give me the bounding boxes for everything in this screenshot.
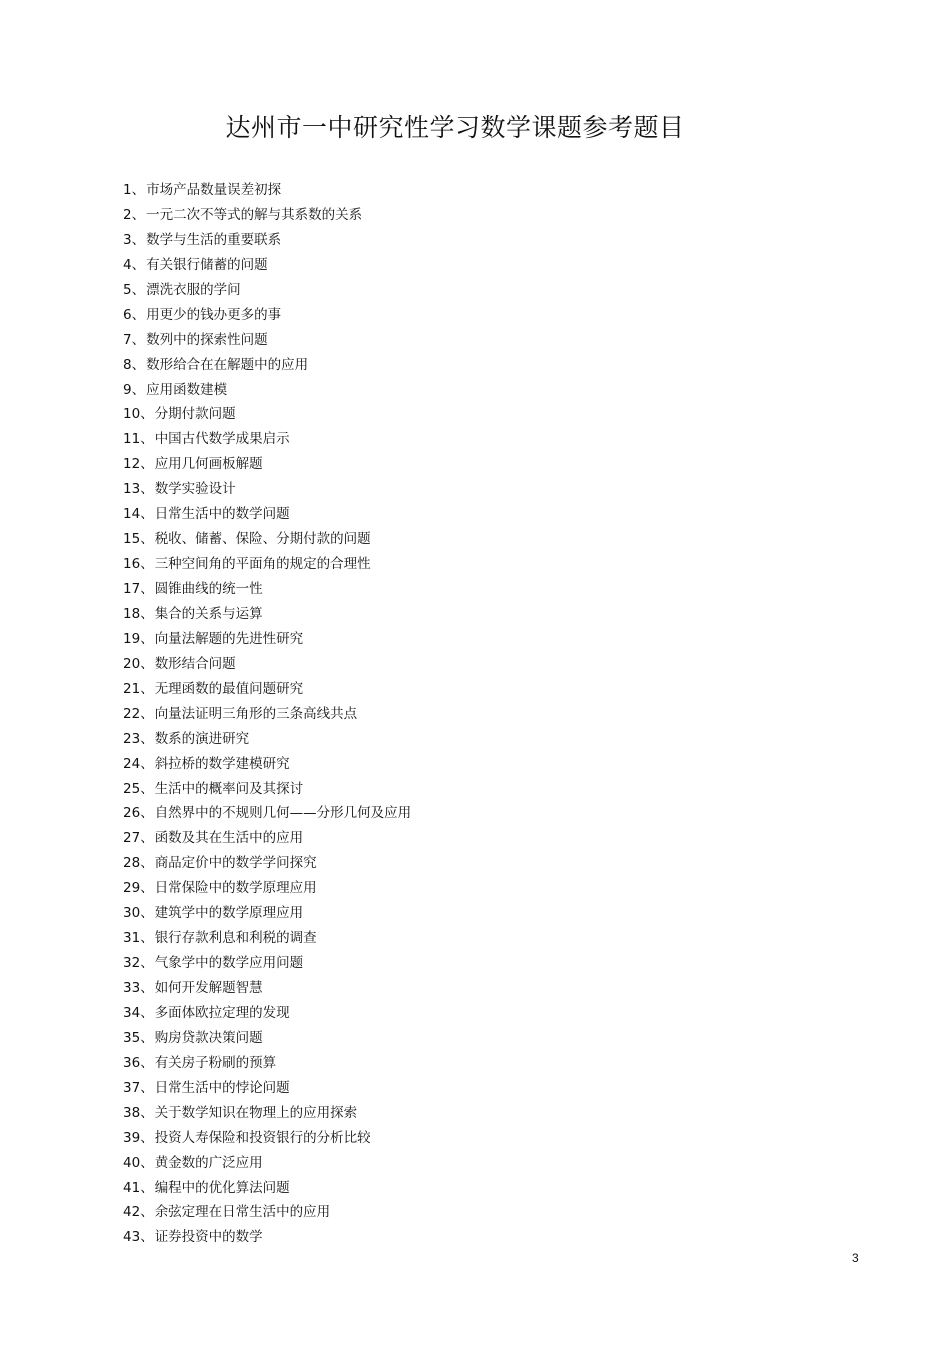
topic-number: 4 [123,256,132,273]
topic-item [123,178,411,203]
topic-title: 分期付款问题 [154,406,236,423]
topic-title: 三种空间角的平面角的规定的合理性 [154,556,371,573]
topic-item [123,477,411,502]
topic-title: 应用函数建模 [146,381,228,398]
topic-title: 数学实验设计 [154,481,236,498]
topic-item [123,951,411,976]
topic-number: 29 [123,880,141,897]
topic-title: 函数及其在生活中的应用 [154,830,304,847]
topic-number: 15 [123,531,141,548]
topic-separator: 、 [131,256,146,273]
topic-item [123,228,411,253]
topic-separator: 、 [140,680,154,697]
topic-title: 商品定价中的数学学问探究 [154,855,317,872]
topic-separator: 、 [140,1179,154,1196]
topic-number: 41 [123,1179,141,1196]
topic-number: 9 [123,381,132,398]
topic-separator: 、 [140,705,154,722]
topic-separator: 、 [140,1104,154,1121]
topic-title: 税收、储蓄、保险、分期付款的问题 [154,531,371,548]
topic-separator: 、 [140,880,154,897]
topic-separator: 、 [140,406,154,423]
topic-list [123,178,411,1250]
topic-number: 34 [123,1004,141,1021]
topic-separator: 、 [140,581,154,597]
topic-title: 购房贷款决策问题 [154,1029,263,1046]
topic-title: 数形结合问题 [154,655,236,672]
topic-separator: 、 [140,1004,154,1021]
topic-title: 投资人寿保险和投资银行的分析比较 [154,1129,371,1146]
topic-number: 42 [123,1204,141,1221]
topic-separator: 、 [140,930,154,947]
topic-number: 17 [123,581,141,597]
topic-title: 银行存款利息和利税的调查 [154,930,317,947]
topic-number: 21 [123,680,141,697]
topic-number: 2 [123,206,132,223]
topic-separator: 、 [140,780,154,797]
topic-number: 1 [123,182,132,198]
topic-separator: 、 [140,905,154,922]
topic-item [123,727,411,752]
topic-number: 11 [123,431,141,448]
topic-number: 27 [123,830,141,847]
topic-number: 28 [123,855,141,872]
topic-item [123,1126,411,1151]
topic-item [123,253,411,278]
topic-item [123,1051,411,1076]
topic-separator: 、 [131,381,146,398]
topic-separator: 、 [140,980,154,996]
topic-title: 关于数学知识在物理上的应用探索 [154,1104,358,1121]
topic-item [123,402,411,427]
topic-number: 31 [123,930,141,947]
topic-item [123,901,411,926]
topic-title: 一元二次不等式的解与其系数的关系 [146,206,363,223]
topic-number: 3 [123,231,132,248]
topic-title: 如何开发解题智慧 [154,980,263,996]
topic-title: 证券投资中的数学 [154,1229,263,1246]
topic-item [123,876,411,901]
topic-title: 日常生活中的悖论问题 [154,1079,290,1096]
topic-item [123,677,411,702]
topic-title: 市场产品数量误差初探 [146,182,282,198]
topic-title: 余弦定理在日常生活中的应用 [154,1204,331,1221]
topic-title: 应用几何画板解题 [154,456,263,473]
topic-item [123,502,411,527]
topic-number: 23 [123,730,141,747]
topic-separator: 、 [131,331,146,348]
topic-number: 12 [123,456,141,473]
topic-number: 19 [123,630,141,647]
topic-item [123,826,411,851]
topic-separator: 、 [140,531,154,548]
topic-item [123,552,411,577]
topic-separator: 、 [140,655,154,672]
topic-separator: 、 [140,755,154,772]
topic-separator: 、 [131,281,146,298]
topic-item [123,926,411,951]
topic-item [123,801,411,826]
topic-title: 日常保险中的数学原理应用 [154,880,317,897]
topic-item [123,1225,411,1250]
topic-separator: 、 [140,1129,154,1146]
topic-separator: 、 [140,605,154,622]
topic-item [123,1026,411,1051]
topic-number: 30 [123,905,141,922]
topic-title: 有关银行储蓄的问题 [146,256,268,273]
topic-number: 43 [123,1229,141,1246]
topic-title: 向量法解题的先进性研究 [154,630,304,647]
topic-number: 18 [123,605,141,622]
topic-separator: 、 [140,805,154,822]
topic-separator: 、 [140,1054,154,1071]
topic-number: 10 [123,406,141,423]
topic-item [123,851,411,876]
topic-separator: 、 [140,431,154,448]
topic-separator: 、 [140,1229,154,1246]
topic-title: 圆锥曲线的统一性 [154,581,263,597]
topic-separator: 、 [140,1079,154,1096]
topic-title: 日常生活中的数学问题 [154,506,290,523]
topic-separator: 、 [140,855,154,872]
topic-number: 5 [123,281,132,298]
topic-title: 斜拉桥的数学建模研究 [154,755,290,772]
topic-item [123,203,411,228]
topic-title: 有关房子粉刷的预算 [154,1054,277,1071]
topic-separator: 、 [140,481,154,498]
topic-number: 40 [123,1154,141,1171]
topic-title: 数列中的探索性问题 [146,331,268,348]
topic-title: 自然界中的不规则几何——分形几何及应用 [154,805,412,822]
topic-item [123,627,411,652]
topic-title: 气象学中的数学应用问题 [154,955,304,972]
topic-item [123,652,411,677]
topic-separator: 、 [140,506,154,523]
topic-title: 集合的关系与运算 [154,605,263,622]
topic-number: 24 [123,755,141,772]
topic-item [123,976,411,1001]
topic-separator: 、 [131,231,146,248]
topic-title: 编程中的优化算法问题 [154,1179,290,1196]
topic-item [123,1101,411,1126]
page-title: 达州市一中研究性学习数学课题参考题目 [225,113,685,142]
topic-number: 36 [123,1054,141,1071]
topic-number: 13 [123,481,141,498]
topic-item [123,1200,411,1225]
topic-number: 7 [123,331,132,348]
topic-title: 建筑学中的数学原理应用 [154,905,304,922]
topic-item [123,752,411,777]
topic-number: 39 [123,1129,141,1146]
topic-separator: 、 [140,1204,154,1221]
topic-item [123,452,411,477]
topic-separator: 、 [140,830,154,847]
topic-number: 20 [123,655,141,672]
topic-separator: 、 [140,556,154,573]
topic-title: 生活中的概率问及其探讨 [154,780,304,797]
topic-title: 漂洗衣服的学问 [146,281,241,298]
topic-number: 8 [123,356,132,373]
topic-separator: 、 [140,630,154,647]
topic-item [123,353,411,378]
topic-separator: 、 [140,955,154,972]
topic-item [123,1076,411,1101]
topic-number: 32 [123,955,141,972]
topic-item [123,328,411,353]
topic-separator: 、 [140,456,154,473]
topic-separator: 、 [131,206,146,223]
topic-item [123,777,411,802]
topic-number: 33 [123,980,141,996]
topic-number: 14 [123,506,141,523]
topic-number: 6 [123,306,132,323]
topic-title: 用更少的钱办更多的事 [146,306,282,323]
topic-title: 无理函数的最值问题研究 [154,680,304,697]
topic-item [123,577,411,602]
topic-number: 26 [123,805,141,822]
topic-separator: 、 [131,356,146,373]
page-number: 3 [852,1251,859,1265]
topic-item [123,602,411,627]
topic-title: 黄金数的广泛应用 [154,1154,263,1171]
topic-title: 数系的演进研究 [154,730,250,747]
topic-separator: 、 [131,182,146,198]
topic-item [123,527,411,552]
topic-number: 16 [123,556,141,573]
topic-title: 多面体欧拉定理的发现 [154,1004,290,1021]
topic-item [123,378,411,403]
topic-separator: 、 [131,306,146,323]
topic-separator: 、 [140,730,154,747]
topic-item [123,1176,411,1201]
topic-title: 数形给合在在解题中的应用 [146,356,309,373]
topic-number: 35 [123,1029,141,1046]
topic-number: 37 [123,1079,141,1096]
topic-item [123,1151,411,1176]
topic-item [123,278,411,303]
topic-number: 38 [123,1104,141,1121]
topic-item [123,427,411,452]
topic-title: 向量法证明三角形的三条高线共点 [154,705,358,722]
topic-separator: 、 [140,1029,154,1046]
topic-item [123,1001,411,1026]
topic-title: 中国古代数学成果启示 [154,431,290,448]
topic-item [123,303,411,328]
topic-title: 数学与生活的重要联系 [146,231,282,248]
topic-number: 22 [123,705,141,722]
topic-number: 25 [123,780,141,797]
topic-item [123,702,411,727]
topic-separator: 、 [140,1154,154,1171]
